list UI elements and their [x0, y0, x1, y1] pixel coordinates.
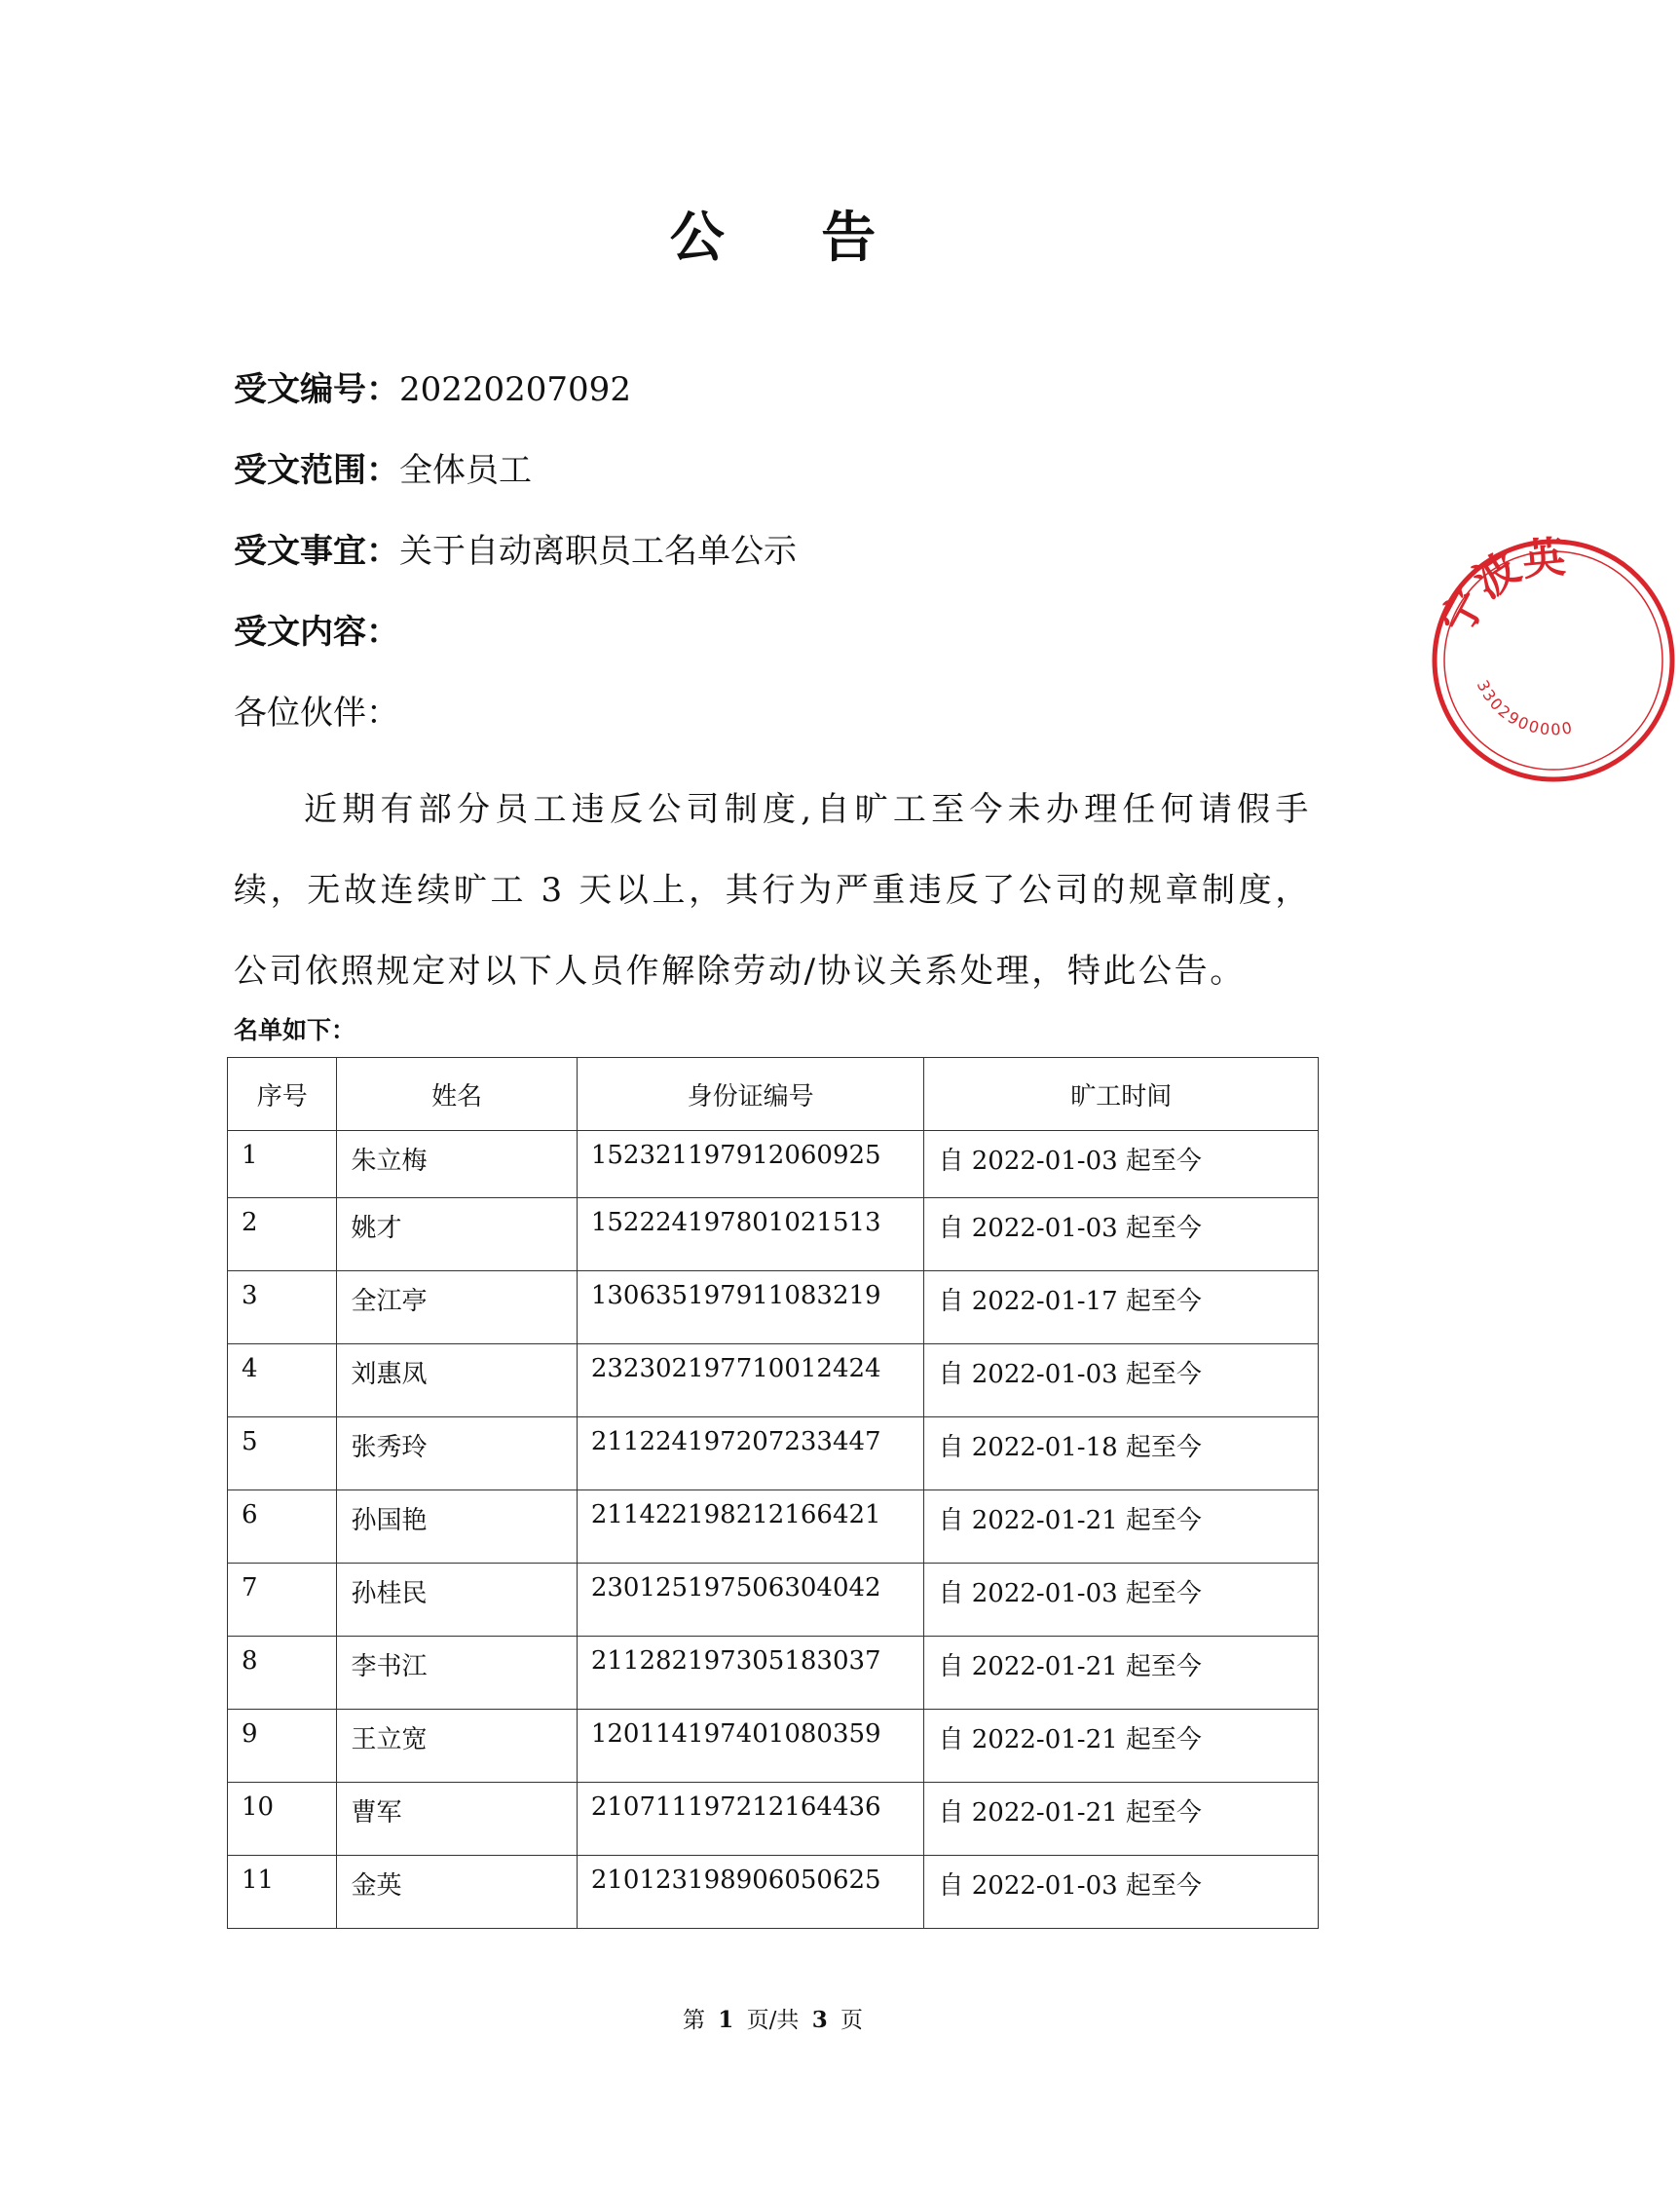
cell-name: 孙桂民: [337, 1564, 577, 1637]
employee-table: [227, 1057, 1319, 1929]
seal-name-text: 宁波英: [1432, 534, 1568, 643]
cell-id: 210123198906050625: [577, 1856, 924, 1929]
cell-time: 自 2022-01-03 起至今: [924, 1856, 1319, 1929]
footer-suffix: 页: [840, 2008, 864, 2033]
greeting: 各位伙伴：: [234, 694, 399, 733]
cell-no: 3: [228, 1271, 337, 1344]
notice-body: 近期有部分员工违反公司制度,自旷工至今未办理任何请假手续，无故连续旷工 3 天以上，其行为严重违反了公司的规章制度，公司依照规定对以下人员作解除劳动/协议关系处理，特此公告。: [234, 790, 1311, 991]
content-row: [234, 613, 399, 652]
content-label: 受文内容：: [234, 613, 399, 652]
table-row: [228, 1637, 1319, 1710]
cell-time: 自 2022-01-21 起至今: [924, 1637, 1319, 1710]
scope-value: 全体员工: [399, 451, 532, 490]
table-row: [228, 1131, 1319, 1198]
scope-row: [234, 451, 532, 490]
cell-name: 全江亭: [337, 1271, 577, 1344]
cell-name: 曹军: [337, 1783, 577, 1856]
table-header-row: [228, 1058, 1319, 1131]
table-row: [228, 1856, 1319, 1929]
page-footer: [0, 2002, 1546, 2034]
cell-time: 自 2022-01-21 起至今: [924, 1710, 1319, 1783]
cell-no: 10: [228, 1783, 337, 1856]
cell-time: 自 2022-01-03 起至今: [924, 1198, 1319, 1271]
doc-number-label: 受文编号：: [234, 370, 399, 409]
cell-time: 自 2022-01-03 起至今: [924, 1131, 1319, 1198]
cell-name: 李书江: [337, 1637, 577, 1710]
cell-id: 232302197710012424: [577, 1344, 924, 1417]
table-row: [228, 1417, 1319, 1490]
cell-no: 11: [228, 1856, 337, 1929]
cell-name: 张秀玲: [337, 1417, 577, 1490]
cell-no: 6: [228, 1490, 337, 1564]
cell-no: 7: [228, 1564, 337, 1637]
footer-middle: 页/共: [746, 2008, 800, 2033]
header-no: 序号: [228, 1058, 337, 1131]
table-row: [228, 1271, 1319, 1344]
matter-value: 关于自动离职员工名单公示: [399, 532, 797, 571]
cell-no: 9: [228, 1710, 337, 1783]
table-row: [228, 1564, 1319, 1637]
table-row: [228, 1490, 1319, 1564]
matter-row: [234, 532, 797, 571]
table-row: [228, 1783, 1319, 1856]
cell-no: 1: [228, 1131, 337, 1198]
doc-number-value: 20220207092: [399, 370, 631, 409]
cell-id: 211282197305183037: [577, 1637, 924, 1710]
cell-id: 130635197911083219: [577, 1271, 924, 1344]
cell-name: 金英: [337, 1856, 577, 1929]
footer-page-number: 1: [718, 2007, 734, 2033]
doc-number-row: [234, 370, 631, 409]
table-row: [228, 1710, 1319, 1783]
cell-time: 自 2022-01-03 起至今: [924, 1564, 1319, 1637]
cell-time: 自 2022-01-18 起至今: [924, 1417, 1319, 1490]
cell-id: 211224197207233447: [577, 1417, 924, 1490]
cell-no: 4: [228, 1344, 337, 1417]
cell-id: 210711197212164436: [577, 1783, 924, 1856]
header-id: 身份证编号: [577, 1058, 924, 1131]
cell-id: 152321197912060925: [577, 1131, 924, 1198]
scope-label: 受文范围：: [234, 451, 399, 490]
cell-time: 自 2022-01-17 起至今: [924, 1271, 1319, 1344]
page-title: 公 告: [669, 206, 915, 270]
header-time: 旷工时间: [924, 1058, 1319, 1131]
cell-name: 朱立梅: [337, 1131, 577, 1198]
footer-total-pages: 3: [811, 2007, 828, 2033]
matter-label: 受文事宜：: [234, 532, 399, 571]
cell-id: 230125197506304042: [577, 1564, 924, 1637]
cell-time: 自 2022-01-21 起至今: [924, 1490, 1319, 1564]
cell-name: 刘惠凤: [337, 1344, 577, 1417]
cell-name: 孙国艳: [337, 1490, 577, 1564]
cell-time: 自 2022-01-03 起至今: [924, 1344, 1319, 1417]
header-name: 姓名: [337, 1058, 577, 1131]
list-heading: 名单如下：: [234, 1016, 356, 1044]
cell-id: 120114197401080359: [577, 1710, 924, 1783]
cell-no: 5: [228, 1417, 337, 1490]
company-seal: [1427, 534, 1680, 787]
cell-no: 2: [228, 1198, 337, 1271]
cell-time: 自 2022-01-21 起至今: [924, 1783, 1319, 1856]
footer-prefix: 第: [682, 2008, 705, 2033]
cell-id: 211422198212166421: [577, 1490, 924, 1564]
cell-id: 152224197801021513: [577, 1198, 924, 1271]
cell-no: 8: [228, 1637, 337, 1710]
table-row: [228, 1344, 1319, 1417]
cell-name: 姚才: [337, 1198, 577, 1271]
seal-number-text: 3302900000: [1473, 677, 1576, 739]
table-row: [228, 1198, 1319, 1271]
cell-name: 王立宽: [337, 1710, 577, 1783]
